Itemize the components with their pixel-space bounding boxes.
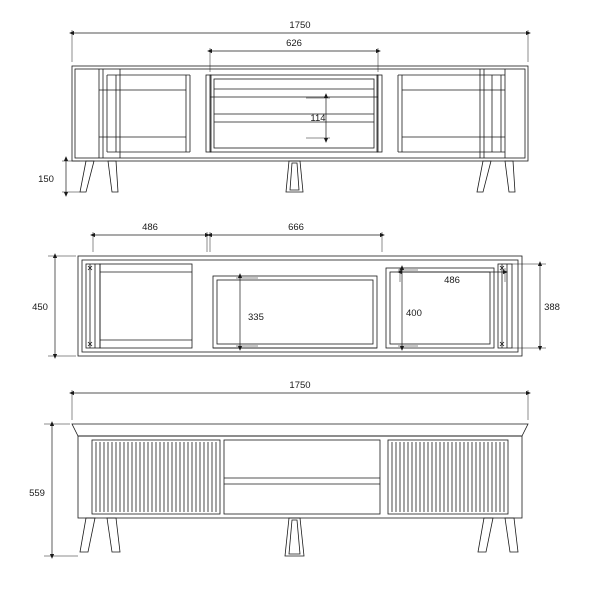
dim-label-overall-width-top: 1750 <box>289 20 311 31</box>
section-left-door <box>86 264 192 348</box>
dim-label-400: 400 <box>406 308 422 319</box>
elevation-body <box>78 436 522 518</box>
top-view-outline <box>72 66 528 161</box>
dim-label-overall-width-bottom: 1750 <box>289 380 311 391</box>
front-elevation-view <box>44 390 528 556</box>
top-view-center-drawers <box>206 75 382 152</box>
top-view-legs <box>80 161 515 192</box>
dim-label-666: 666 <box>288 222 304 233</box>
elevation-top-plate <box>72 424 528 436</box>
front-section-view <box>48 232 546 356</box>
dim-label-114: 114 <box>310 113 326 124</box>
top-view-inner-outline <box>75 69 525 158</box>
dim-label-450: 450 <box>32 302 48 313</box>
elevation-left-slat-door <box>92 440 220 514</box>
dim-label-335: 335 <box>248 312 264 323</box>
dim-label-150: 150 <box>38 174 54 185</box>
section-center-opening <box>213 276 377 348</box>
dim-label-486-left: 486 <box>142 222 158 233</box>
dim-label-388: 388 <box>544 302 560 313</box>
elevation-legs <box>80 518 518 556</box>
top-view-left-panel <box>99 69 190 158</box>
top-view-right-panel <box>398 69 505 158</box>
elevation-center-drawers <box>224 440 380 514</box>
elevation-right-slat-door <box>388 440 508 514</box>
section-outline <box>78 256 522 356</box>
dim-label-559: 559 <box>29 488 45 499</box>
dim-label-626: 626 <box>286 38 302 49</box>
top-view <box>62 30 528 192</box>
section-inner-outline <box>82 260 518 352</box>
dim-label-486-right: 486 <box>444 275 460 286</box>
